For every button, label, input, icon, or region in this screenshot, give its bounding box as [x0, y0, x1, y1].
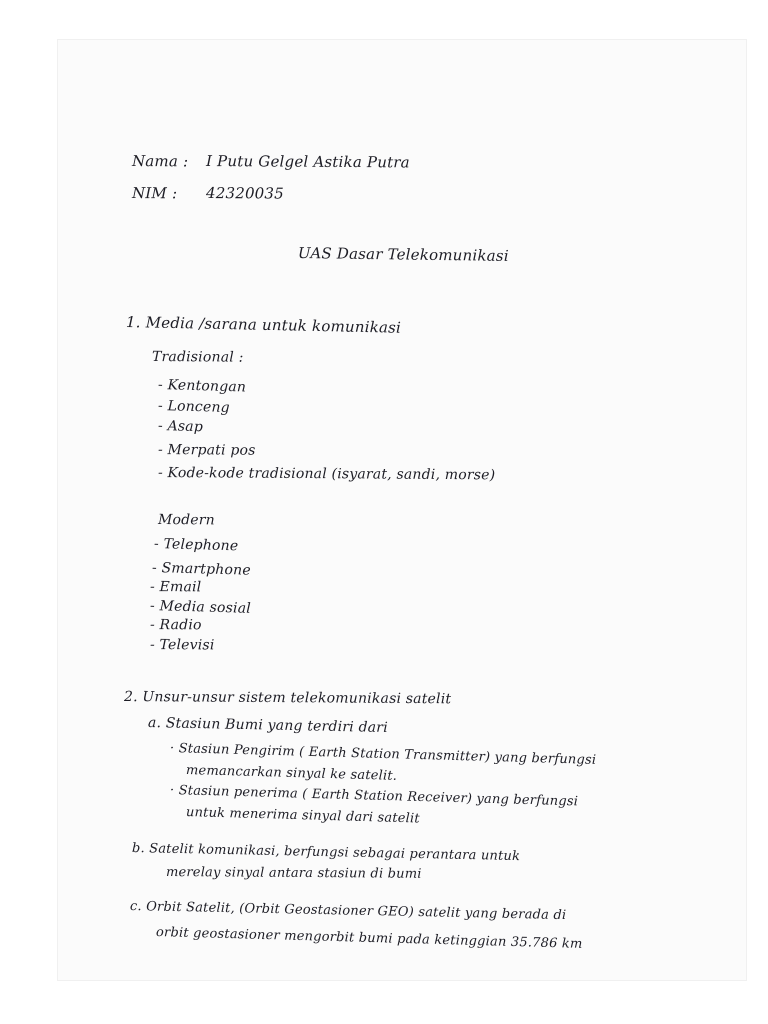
modern-item: - Smartphone: [151, 560, 252, 579]
nama-label: Nama :: [131, 152, 189, 171]
traditional-item: - Kode-kode tradisional (isyarat, sandi, morse): [157, 465, 496, 484]
section2-a-bullet1-line1: · Stasiun Pengirim ( Earth Station Transmitter) yang berfungsi: [169, 741, 597, 768]
traditional-item: - Asap: [157, 418, 204, 436]
nim-value: 42320035: [205, 184, 285, 203]
traditional-item: - Kentongan: [157, 377, 247, 396]
section2-a-bullet1-line2: memancarkan sinyal ke satelit.: [185, 763, 398, 784]
modern-item: - Telephone: [153, 536, 239, 555]
section2-a-heading: a. Stasiun Bumi yang terdiri dari: [147, 715, 389, 737]
modern-item: - Media sosial: [149, 598, 252, 617]
modern-item: - Televisi: [149, 637, 215, 654]
page-title: UAS Dasar Telekomunikasi: [297, 244, 509, 265]
modern-heading: Modern: [157, 512, 215, 529]
section1-heading: 1. Media /sarana untuk komunikasi: [125, 313, 402, 337]
section2-b-line2: merelay sinyal antara stasiun di bumi: [165, 865, 422, 882]
section2-heading: 2. Unsur-unsur sistem telekomunikasi satelit: [123, 689, 452, 708]
section2-a-bullet2-line1: · Stasiun penerima ( Earth Station Receiver) yang berfungsi: [169, 783, 579, 810]
section2-c-line2: orbit geostasioner mengorbit bumi pada ketinggian 35.786 km: [155, 925, 583, 952]
traditional-heading: Tradisional :: [151, 349, 244, 366]
paper-sheet: [58, 40, 746, 980]
nim-label: NIM :: [131, 184, 178, 203]
section2-b-line1: b. Satelit komunikasi, berfungsi sebagai perantara untuk: [131, 841, 521, 865]
modern-item: - Email: [149, 579, 202, 596]
modern-item: - Radio: [149, 617, 202, 634]
section2-a-bullet2-line2: untuk menerima sinyal dari satelit: [185, 805, 420, 827]
section2-c-line1: c. Orbit Satelit, (Orbit Geostasioner GEO) satelit yang berada di: [129, 899, 567, 924]
nama-value: I Putu Gelgel Astika Putra: [205, 152, 410, 172]
traditional-item: - Lonceng: [157, 398, 231, 417]
traditional-item: - Merpati pos: [157, 442, 256, 459]
